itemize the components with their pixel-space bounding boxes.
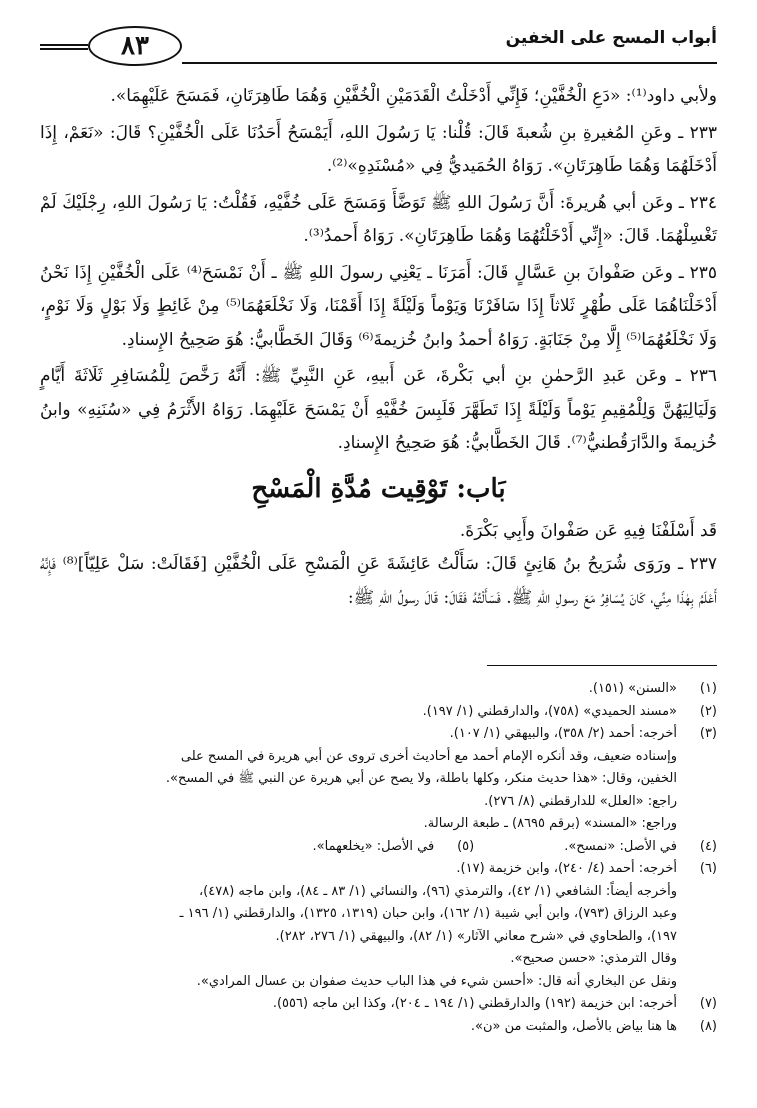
page-header [40, 26, 717, 72]
footnote-3 [40, 723, 717, 836]
footnote-number: (٢) [699, 703, 717, 719]
footnote-number: (٣) [699, 726, 717, 741]
hadith-234: ٢٣٤ ـ وعَن أبي هُريرةَ: أَنَّ رَسُولَ اللهِ ﷺ تَوَضَّأَ وَمَسَحَ عَلَى خُفَّيْهِ، فَقُلْتُ: يَا رَسُولَ اللهِ، رِجْلَيْكَ لَمْ تَغْسِلْهُمَا. قَالَ: «إِنِّي أَدْخَلْتُهُمَا وَهُمَا طَاهِرَتَانِ». رَوَاهُ أَحمدُ⁽³⁾. [40, 192, 717, 246]
footnote-line: ١٩٧)، والطحاوي في «شرح معاني الآثار» (١/ ٨٢)، والبيهقي (١/ ٢٧٦، ٢٨٢). [275, 928, 677, 944]
footnote-text: ها هنا بياض بالأصل، والمثبت من «ن». [470, 1018, 677, 1034]
footnote-line: أخرجه: أحمد (٤/ ٢٤٠)، وابن خزيمة (١٧). [456, 861, 677, 876]
footnote-5 [313, 836, 475, 859]
footnote-line: وراجع: «المسند» (برقم ٨٦٩٥) ـ طبعة الرسالة. [423, 816, 677, 831]
footnotes [40, 678, 717, 1078]
footnote-6 [40, 858, 717, 993]
footnote-1 [40, 678, 717, 701]
footnote-line: وقال الترمذي: «حسن صحيح». [510, 951, 677, 966]
hadith-233: ٢٣٣ ـ وعَنِ المُغيرةِ بنِ شُعبةَ قَالَ: قُلْنا: يَا رَسُولَ اللهِ، أَيَمْسَحُ أَحَدُنَا عَلَى الْخُفَّيْنِ؟ قَالَ: «نَعَمْ، إِذَا أَدْخَلَهُمَا وَهُمَا طَاهِرَتَانِ». رَوَاهُ الحُمَيديُّ فِي «مُسْنَدِهِ»⁽²⁾. [40, 122, 717, 176]
footnotes-4-5 [40, 836, 717, 859]
footnote-8 [40, 1016, 717, 1039]
running-title: أبواب المسح على الخفين [505, 28, 717, 48]
hadith-236: ٢٣٦ ـ وعَن عَبدِ الرَّحمٰنِ بنِ أبي بَكْرةَ، عَن أَبيهِ، عَنِ النَّبِيِّ ﷺ: أَنَّهُ رَخَّصَ لِلْمُسَافِرِ ثَلَاثَةَ أَيَّامٍ وَلَيَالِيَهُنَّ وَلِلْمُقِيمِ يَوْماً وَلَيْلَةً إِذَا تَطَهَّرَ فَلَبِسَ خُفَّيْهِ أَنْ يَمْسَحَ عَلَيْهِمَا. رَوَاهُ الأَثْرَمُ فِي «سُنَنِهِ» وابنُ خُزيمةَ والدَّارَقُطنيُّ⁽⁷⁾. قَالَ الخَطَّابيُّ: هُوَ صَحِيحُ الإِسنادِ. [40, 366, 717, 453]
footnote-line: ونقل عن البخاري أنه قال: «أحسن شيء في هذا الباب حديث صفوان بن عسال المرادي». [196, 973, 677, 989]
footnote-text: في الأصل: «نمسح». [564, 838, 677, 854]
footnote-line: أخرجه: أحمد (٢/ ٣٥٨)، والبيهقي (١/ ١٠٧). [449, 726, 677, 741]
paragraph-abu-dawud: ولأبي داود⁽¹⁾: «دَعِ الْخُفَّيْنِ؛ فَإِنِّي أَدْخَلْتُ الْقَدَمَيْنِ الْخُفَّيْنِ وَهُمَا طَاهِرَتَانِ، فَمَسَحَ عَلَيْهِمَا». [110, 86, 717, 106]
footnote-text: «السنن» (١٥١). [588, 681, 677, 696]
footnote-number: (٥) [457, 838, 475, 854]
footnote-number: (٤) [699, 838, 717, 854]
footnote-text [40, 723, 677, 836]
footnote-text [40, 858, 677, 993]
footnote-separator [487, 665, 717, 666]
footnote-line: وأخرجه أيضاً: الشافعي (١/ ٤٢)، والترمذي (٩٦)، والنسائي (١/ ٨٣ ـ ٨٤)، وابن ماجه (٤٧٨)، [198, 883, 677, 899]
chapter-heading: بَاب: تَوْقِيت مُدَّةِ الْمَسْحِ [251, 473, 506, 504]
chapter-intro: قَد أَسْلَفْنَا فِيهِ عَن صَفْوانَ وأَبِي بَكْرَةَ. [459, 520, 717, 541]
footnote-number: (١) [699, 681, 717, 696]
footnote-number: (٧) [699, 996, 717, 1011]
footnote-2 [40, 701, 717, 724]
hadith-235: ٢٣٥ ـ وعَن صَفْوانَ بنِ عَسَّالٍ قَالَ: أَمَرَنَا ـ يَعْنِي رسولَ اللهِ ﷺ ـ أَنْ نَمْسَحَ⁽⁴⁾ عَلَى الْخُفَّيْنِ إِذَا نَحْنُ أَدْخَلْنَاهُمَا عَلَى طُهْرٍ ثَلاثاً إِذَا سَافَرْنَا وَيَوْماً وَلَيْلَةً إِذَا أَقَمْنَا، وَلَا نَخْلَعَهُمَا⁽⁵⁾ مِنْ غَائِطٍ وَلَا بَوْلٍ وَلَا نَوْمٍ، وَلَا نَخْلَعُهُمَا⁽⁵⁾ إِلَّا مِنْ جَنَابَةٍ. رَوَاهُ أحمدُ وابنُ خُزيمةَ⁽⁶⁾ وَقَالَ الخَطَّابيُّ: هُوَ صَحِيحُ الإِسنادِ. [40, 262, 717, 350]
footnote-text: «مسند الحميدي» (٧٥٨)، والدارقطني (١/ ١٩٧). [422, 703, 677, 719]
footnote-line: وعبد الرزاق (٧٩٣)، وابن أبي شيبة (١/ ١٦٢)، وابن حبان (١٣١٩، ١٣٢٥)، والدارقطني (١/ ١٩٦ ـ [179, 906, 677, 921]
footnote-number: (٦) [699, 861, 717, 876]
footnote-number: (٨) [699, 1018, 717, 1034]
footnote-line: الخفين، وقال: «هذا حديث منكر، وكلها باطلة، ولا يصح عن أبي هريرة عن النبي ﷺ في المسح». [165, 771, 677, 786]
hadith-237: ٢٣٧ ـ ورَوَى شُرَيحُ بنُ هَانِئٍ قَالَ: سَأَلْتُ عَائِشَةَ عَنِ الْمَسْحِ عَلَى الْخُفَّيْنِ [فَقَالَتْ: سَلْ عَلِيّاً]⁽⁸⁾ فَإِنَّهُ أَعْلَمُ بِهٰذَا مِنِّي، كَانَ يُسَافِرُ مَعَ رسولِ اللهِ ﷺ. فَسَأَلْتُهُ فَقَالَ: قَالَ رسولُ اللهِ ﷺ: [40, 554, 717, 608]
footnote-4 [564, 836, 717, 859]
footnote-7 [40, 993, 717, 1016]
header-double-rule [40, 44, 88, 50]
page-number: ٨٣ [88, 26, 182, 66]
header-rule [182, 62, 717, 64]
footnote-text: أخرجه: ابن خزيمة (١٩٢) والدارقطني (١/ ١٩٤ ـ ٢٠٤)، وكذا ابن ماجه (٥٥٦). [272, 996, 677, 1011]
main-text [40, 80, 717, 645]
footnote-text: في الأصل: «يخلعهما». [312, 838, 435, 854]
footnote-line: وإسناده ضعيف، وقد أنكره الإمام أحمد مع أحاديث أخرى تروى عن أبي هريرة في المسح على [180, 748, 677, 764]
footnote-line: راجع: «العلل» للدارقطني (٨/ ٢٧٦). [484, 793, 677, 809]
